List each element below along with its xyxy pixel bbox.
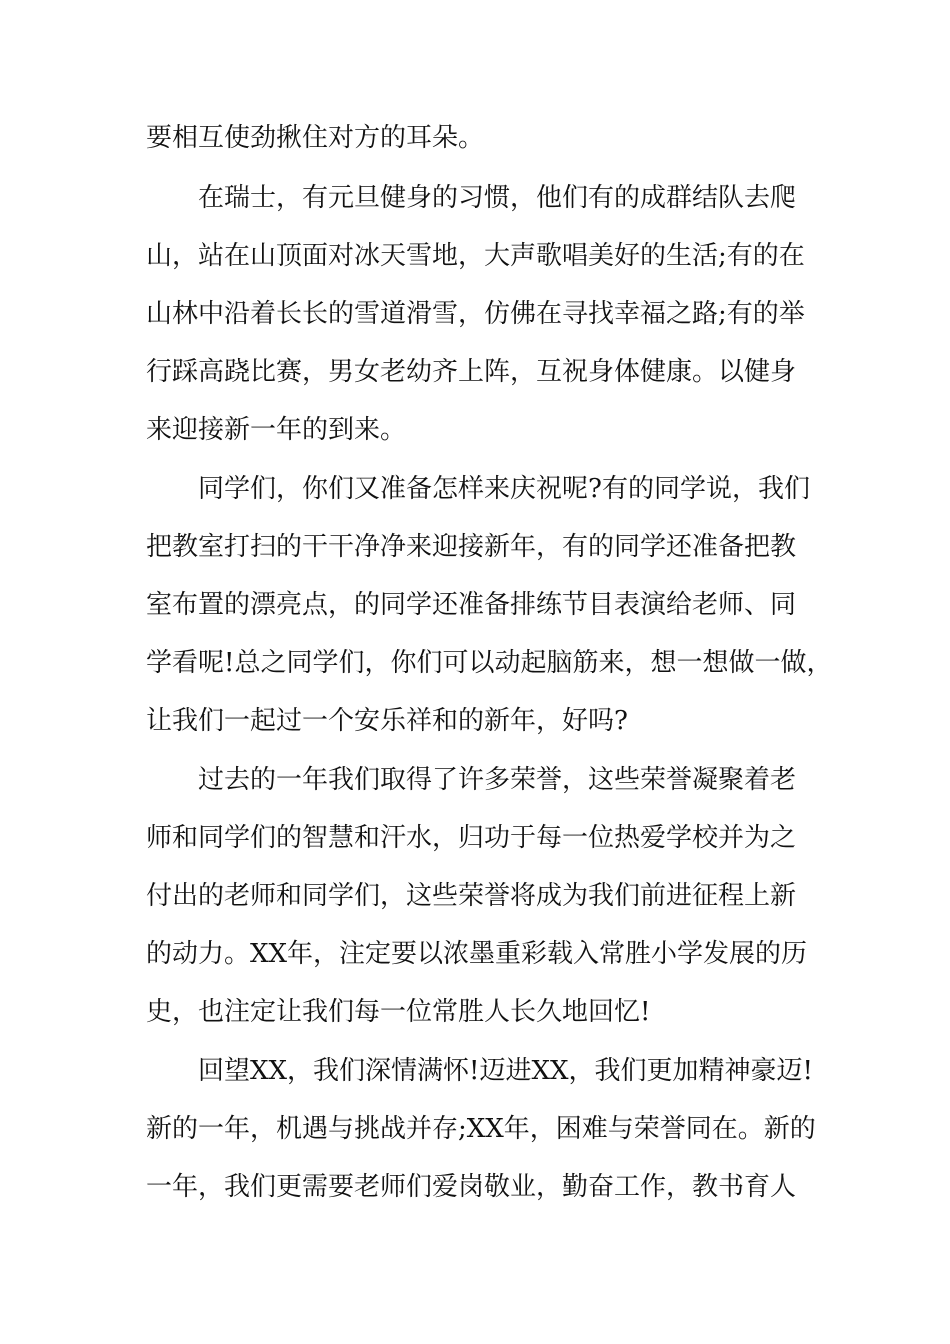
text-line: 把教室打扫的干干净净来迎接新年，有的同学还准备把教 bbox=[146, 532, 797, 562]
text-line: 新的一年，机遇与挑战并存;XX年，困难与荣誉同在。新的 bbox=[146, 1114, 816, 1144]
text-line: 过去的一年我们取得了许多荣誉，这些荣誉凝聚着老 bbox=[198, 765, 797, 795]
text-line: 让我们一起过一个安乐祥和的新年，好吗? bbox=[146, 706, 628, 736]
text-line: 来迎接新一年的到来。 bbox=[146, 415, 407, 445]
text-line: 山，站在山顶面对冰天雪地，大声歌唱美好的生活;有的在 bbox=[146, 241, 805, 271]
text-line: 在瑞士，有元旦健身的习惯，他们有的成群结队去爬 bbox=[198, 183, 797, 213]
text-line: 回望XX，我们深情满怀!迈进XX，我们更加精神豪迈! bbox=[198, 1056, 813, 1086]
text-line: 一年，我们更需要老师们爱岗敬业，勤奋工作，教书育人 bbox=[146, 1172, 797, 1202]
text-line: 同学们，你们又准备怎样来庆祝呢?有的同学说，我们 bbox=[198, 474, 810, 504]
text-line: 师和同学们的智慧和汗水，归功于每一位热爱学校并为之 bbox=[146, 823, 797, 853]
text-line: 山林中沿着长长的雪道滑雪，仿佛在寻找幸福之路;有的举 bbox=[146, 299, 805, 329]
text-line: 行踩高跷比赛，男女老幼齐上阵，互祝身体健康。以健身 bbox=[146, 357, 797, 387]
text-line: 要相互使劲揪住对方的耳朵。 bbox=[146, 123, 485, 153]
text-line: 室布置的漂亮点，的同学还准备排练节目表演给老师、同 bbox=[146, 590, 797, 620]
text-line: 史，也注定让我们每一位常胜人长久地回忆! bbox=[146, 997, 651, 1027]
text-line: 学看呢!总之同学们，你们可以动起脑筋来，想一想做一做， bbox=[146, 648, 833, 678]
text-line: 付出的老师和同学们，这些荣誉将成为我们前进征程上新 bbox=[146, 881, 797, 911]
text-line: 的动力。XX年，注定要以浓墨重彩载入常胜小学发展的历 bbox=[146, 939, 808, 969]
